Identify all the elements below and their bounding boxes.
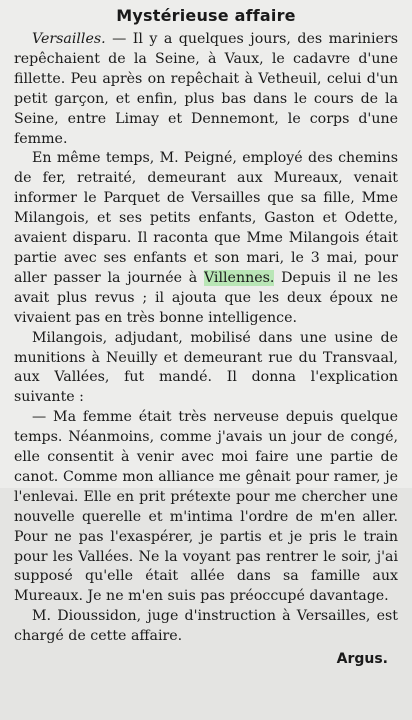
paragraph-2-text-before: En même temps, M. Peigné, employé des chemins de fer, retraité, demeurant aux Mureaux, venait informer le Parquet de Versailles que sa fille, Mme Milangois, et ses petits enfants, Gaston et Odette, avaient disparu. Il raconta que Mme Milangois était partie avec ses enfants et son mari, le 3 mai, pour aller passer la journée à <box>14 150 398 286</box>
paragraph-2-text-after: Depuis il ne les avait plus revus ; il ajouta que les deux époux ne vivaient pas en très bonne intelligence. <box>14 269 398 326</box>
signature: Argus. <box>336 651 388 668</box>
paragraph-5: M. Dioussidon, juge d'instruction à Versailles, est chargé de cette affaire. <box>14 608 398 645</box>
paragraph-1-text: — Il y a quelques jours, des mariniers repêchaient de la Seine, à Vaux, le cadavre d'une fillette. Peu après on repêchait à Vetheuil, celui d'un petit garçon, et enfin, plus bas dans le cours de la Seine, entre Limay et Dennemont, le corps d'une femme. <box>14 31 398 147</box>
paragraph-4: — Ma femme était très nerveuse depuis quelque temps. Néanmoins, comme j'avais un jour de congé, elle consentit à venir avec moi faire une partie de canot. Comme mon alliance me gênait pour ramer, je l'enlevai. Elle en prit prétexte pour me chercher une nouvelle querelle et m'intima l'ordre de m'en aller. Pour ne pas l'exaspérer, je partis et je pris le train pour les Vallées. Ne la voyant pas rentrer le soir, j'ai supposé qu'elle était allée dans sa famille aux Mureaux. Je ne m'en suis pas préoccupé davantage. <box>14 409 398 605</box>
article-title: Mystérieuse affaire <box>116 6 296 25</box>
paragraph-2 <box>14 149 398 328</box>
paragraph-1 <box>14 30 398 149</box>
paragraph-3: Milangois, adjudant, mobilisé dans une usine de munitions à Neuilly et demeurant rue du Transvaal, aux Vallées, fut mandé. Il donna l'explication suivante : <box>14 329 398 406</box>
highlighted-place-name: Villennes. <box>203 269 275 286</box>
dateline: Versailles. <box>32 31 106 47</box>
